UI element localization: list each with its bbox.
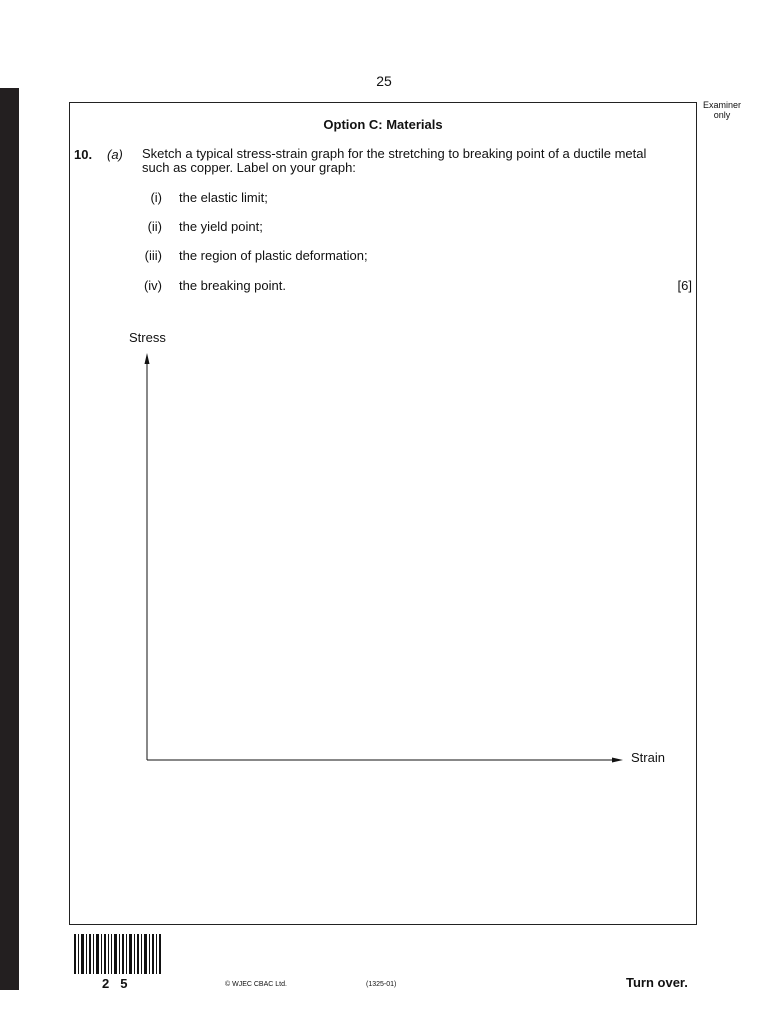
turn-over-label: Turn over. <box>626 975 688 990</box>
sub-item-roman: (iii) <box>144 248 162 263</box>
question-number: 10. <box>74 147 93 162</box>
examiner-label-line2: only <box>713 110 731 120</box>
copyright-text: © WJEC CBAC Ltd. <box>225 981 287 988</box>
y-axis-label: Stress <box>129 330 166 345</box>
sub-item-text: the elastic limit; <box>179 190 268 205</box>
question-text-line1: Sketch a typical stress-strain graph for the stretching to breaking point of a ductile metal <box>142 146 647 161</box>
y-axis-arrowhead <box>145 353 150 364</box>
question-part: (a) <box>107 147 123 162</box>
question-text-line2: such as copper. Label on your graph: <box>142 160 356 175</box>
marks-label: [6] <box>677 278 692 293</box>
sub-item-roman: (iv) <box>143 278 162 293</box>
examiner-label-line1: Examiner <box>702 100 741 110</box>
barcode-image <box>74 934 164 974</box>
sub-item-text: the yield point; <box>179 219 263 234</box>
section-title: Option C: Materials <box>323 117 443 132</box>
sub-item-text: the breaking point. <box>179 278 286 293</box>
x-axis-label: Strain <box>631 750 665 765</box>
sub-item-roman: (ii) <box>147 219 162 234</box>
paper-code: (1325-01) <box>366 981 397 988</box>
sub-item-roman: (i) <box>150 190 162 205</box>
barcode-digits: 25 <box>102 976 139 991</box>
x-axis-arrowhead <box>612 758 623 763</box>
page-number: 25 <box>376 73 392 89</box>
sub-item-text: the region of plastic deformation; <box>179 248 368 263</box>
